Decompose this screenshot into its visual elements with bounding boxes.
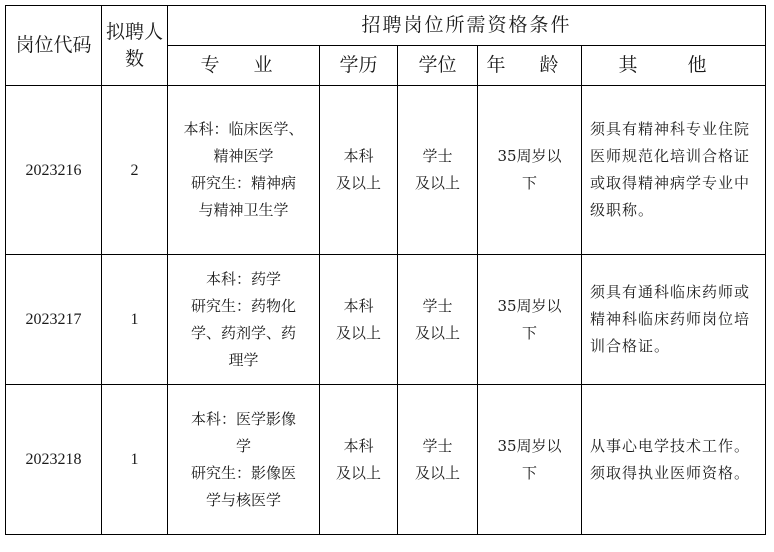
degree-line: 学士: [422, 436, 453, 455]
major-line: 本科：临床医学、: [183, 120, 304, 138]
table-row: [6, 255, 766, 385]
header-degree: 学位: [398, 46, 478, 86]
education-line: 本科: [343, 436, 374, 455]
position-code: 2023217: [6, 255, 102, 385]
other-requirement: 从事心电学技术工作。须取得执业医师资格。: [582, 385, 766, 535]
table-row: [6, 385, 766, 535]
degree-line: 及以上: [414, 174, 460, 192]
degree-line: 及以上: [414, 463, 460, 482]
major-requirement: [168, 86, 320, 255]
position-code: 2023218: [6, 385, 102, 535]
education-line: 本科: [343, 147, 374, 165]
hire-count: 2: [102, 86, 168, 255]
major-line: 学: [235, 436, 251, 455]
major-line: 学与核医学: [205, 490, 281, 509]
education-requirement: [320, 385, 398, 535]
header-other: 其 他: [582, 46, 766, 86]
major-line: 研究生：影像医: [190, 463, 296, 482]
education-requirement: [320, 86, 398, 255]
header-position-code: 岗位代码: [6, 6, 102, 86]
major-line: 学、药剂学、药: [190, 323, 296, 342]
age-requirement: [478, 385, 582, 535]
education-line: 及以上: [335, 174, 381, 192]
degree-line: 及以上: [414, 323, 460, 342]
degree-requirement: [398, 385, 478, 535]
position-code: 2023216: [6, 86, 102, 255]
header-qualifications: 招聘岗位所需资格条件: [168, 6, 766, 46]
major-line: 研究生：精神病: [190, 174, 296, 192]
degree-requirement: [398, 255, 478, 385]
header-age: 年 龄: [478, 46, 582, 86]
age-line: 35周岁以: [497, 147, 562, 165]
education-requirement: [320, 255, 398, 385]
education-line: 及以上: [335, 323, 381, 342]
major-requirement: [168, 385, 320, 535]
header-education: 学历: [320, 46, 398, 86]
major-line: 研究生：药物化: [190, 296, 296, 315]
major-line: 精神医学: [213, 147, 274, 165]
table-row: [6, 86, 766, 255]
major-line: 本科：医学影像: [190, 409, 296, 428]
education-line: 本科: [343, 296, 374, 315]
other-requirement: 须具有精神科专业住院医师规范化培训合格证或取得精神病学专业中级职称。: [582, 86, 766, 255]
age-line: 下: [521, 323, 537, 342]
requirements-table: [5, 5, 766, 535]
age-line: 下: [521, 463, 537, 482]
header-major: 专 业: [168, 46, 320, 86]
major-line: 本科：药学: [205, 269, 281, 288]
degree-line: 学士: [422, 296, 453, 315]
other-requirement: 须具有通科临床药师或精神科临床药师岗位培训合格证。: [582, 255, 766, 385]
age-requirement: [478, 86, 582, 255]
hire-count: 1: [102, 385, 168, 535]
header-hire-count: 拟聘人数: [102, 6, 168, 86]
age-line: 35周岁以: [497, 436, 562, 455]
hire-count: 1: [102, 255, 168, 385]
age-line: 35周岁以: [497, 296, 562, 315]
age-line: 下: [521, 174, 537, 192]
degree-line: 学士: [422, 147, 453, 165]
major-line: 与精神卫生学: [198, 201, 289, 219]
major-requirement: [168, 255, 320, 385]
age-requirement: [478, 255, 582, 385]
education-line: 及以上: [335, 463, 381, 482]
degree-requirement: [398, 86, 478, 255]
major-line: 理学: [228, 350, 259, 369]
